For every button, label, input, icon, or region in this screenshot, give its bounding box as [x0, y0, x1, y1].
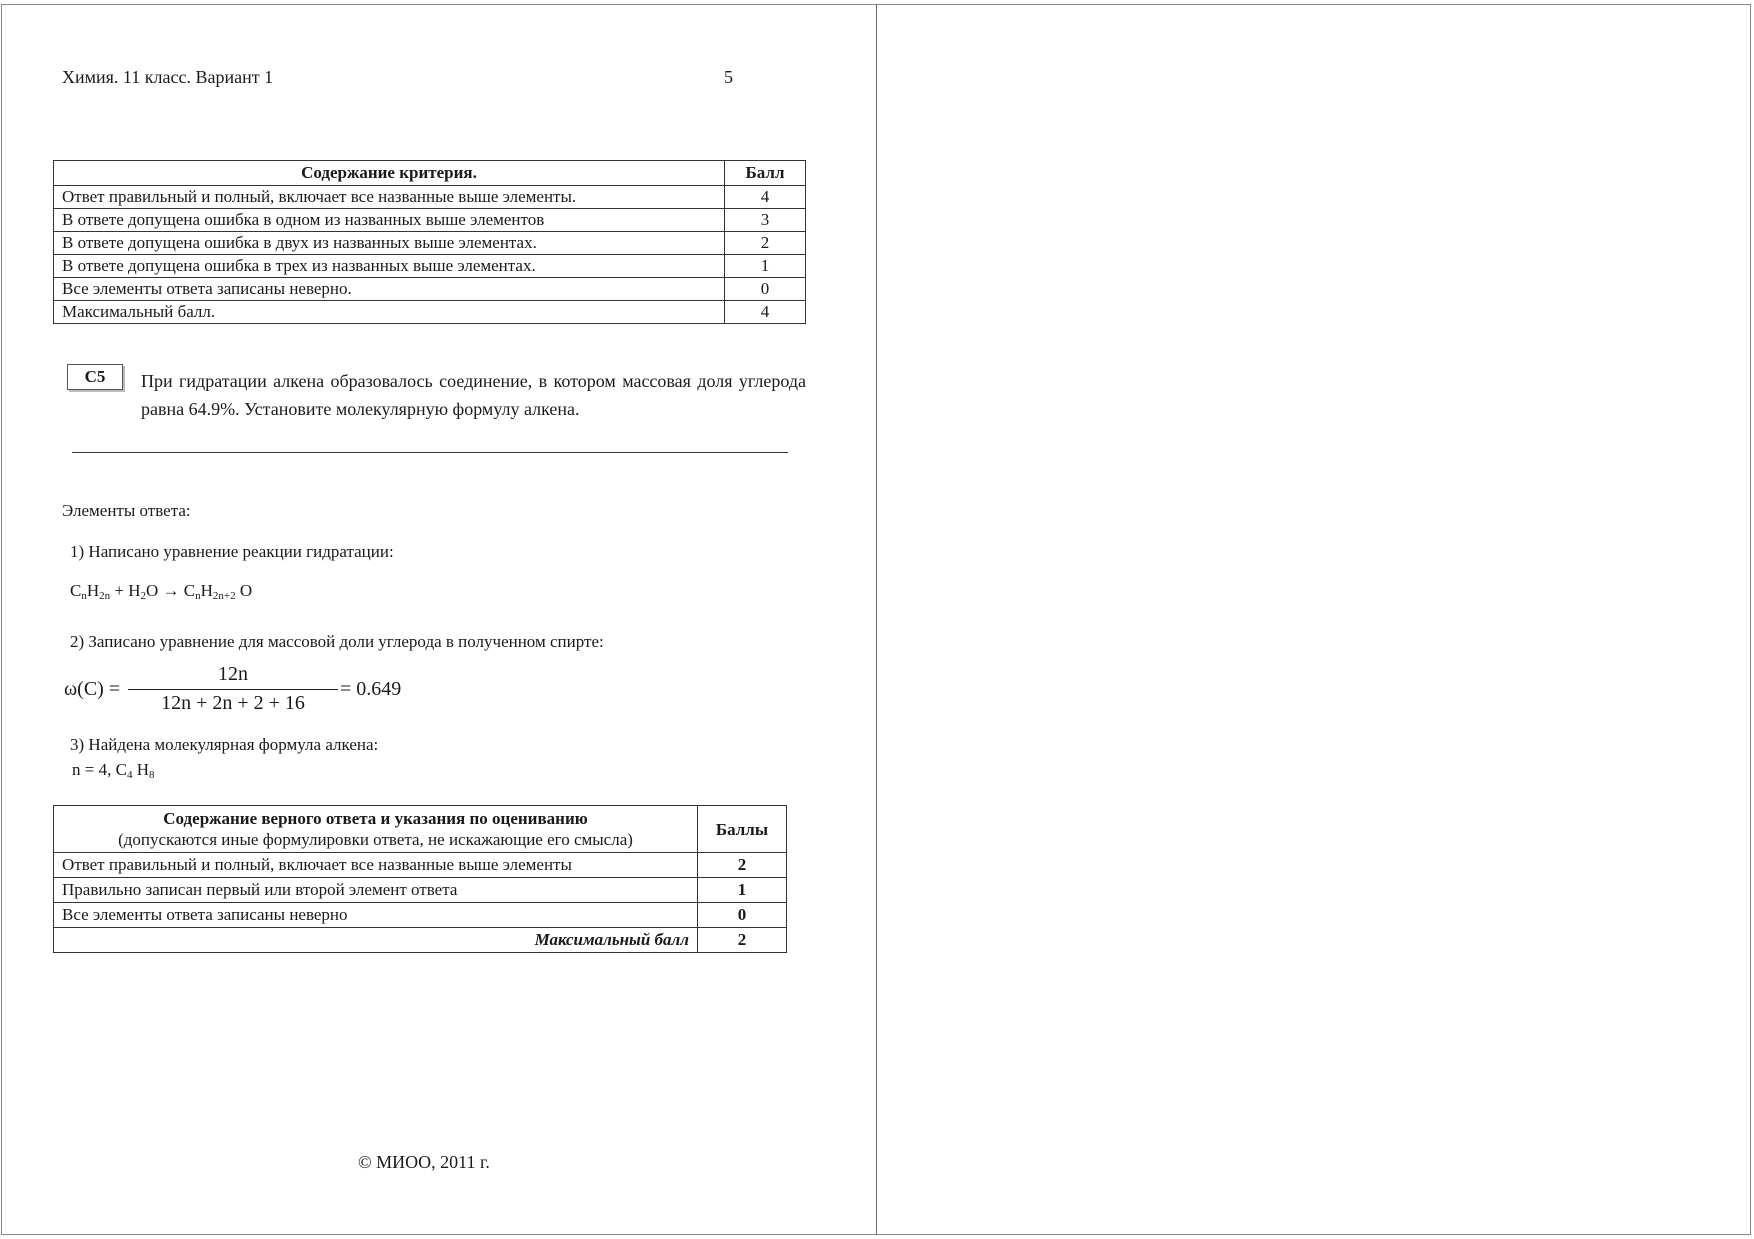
grading-table: [53, 805, 787, 953]
table-row: [54, 853, 787, 878]
grading-text: Ответ правильный и полный, включает все названные выше элементы: [54, 853, 698, 878]
table-row: [54, 278, 806, 301]
table-row: [54, 209, 806, 232]
task-label-badge: С5: [67, 364, 123, 390]
answer-step-1: 1) Написано уравнение реакции гидратации:: [70, 542, 394, 561]
criteria-score: 0: [725, 278, 806, 301]
task-statement: При гидратации алкена образовалось соединение, в котором массовая доля углерода равна 64.9%. Установите молекулярную формулу алкена.: [141, 371, 806, 419]
grading-score: 2: [698, 853, 787, 878]
header-sub: (допускаются иные формулировки ответа, не искажающие его смысла): [118, 830, 633, 849]
criteria-score: 3: [725, 209, 806, 232]
column-header-criteria: Содержание критерия.: [54, 161, 725, 186]
criteria-score: 1: [725, 255, 806, 278]
criteria-score: 4: [725, 301, 806, 324]
answer-line: [72, 452, 788, 453]
max-score-label: Максимальный балл: [54, 928, 698, 953]
criteria-text: В ответе допущена ошибка в двух из названных выше элементах.: [54, 232, 725, 255]
formula-lhs: ω(C) =: [64, 678, 121, 700]
header-main: Содержание верного ответа и указания по оцениванию: [163, 809, 588, 828]
table-row: [54, 878, 787, 903]
formula-numerator: 12n: [218, 663, 248, 685]
criteria-text: В ответе допущена ошибка в трех из названных выше элементах.: [54, 255, 725, 278]
criteria-score: 4: [725, 186, 806, 209]
answer-step-3: 3) Найдена молекулярная формула алкена:: [70, 735, 379, 754]
max-score-value: 2: [698, 928, 787, 953]
column-header-score: Баллы: [698, 806, 787, 853]
reaction-equation: $C_nH_{2n} + H_2O \to C_nH_{2n+2}$ O: [70, 581, 253, 602]
criteria-text: В ответе допущена ошибка в одном из названных выше элементов: [54, 209, 725, 232]
column-header-content: [54, 806, 698, 853]
criteria-text: Максимальный балл.: [54, 301, 725, 324]
criteria-score: 2: [725, 232, 806, 255]
table-row: [54, 186, 806, 209]
grading-text: Все элементы ответа записаны неверно: [54, 903, 698, 928]
criteria-table: [53, 160, 806, 324]
table-header-row: [54, 806, 787, 853]
page-number: 5: [724, 67, 733, 87]
grading-score: 1: [698, 878, 787, 903]
footer-copyright: © МИОО, 2011 г.: [358, 1152, 490, 1172]
criteria-text: Ответ правильный и полный, включает все названные выше элементы.: [54, 186, 725, 209]
grading-text: Правильно записан первый или второй элемент ответа: [54, 878, 698, 903]
document-page: [0, 0, 876, 1239]
table-row: [54, 928, 787, 953]
formula-denominator: 12n + 2n + 2 + 16: [161, 692, 305, 714]
table-header-row: [54, 161, 806, 186]
column-header-score: Балл: [725, 161, 806, 186]
formula-fraction: [128, 663, 338, 715]
answer-heading: Элементы ответа:: [62, 501, 191, 520]
formula-rhs: = 0.649: [340, 678, 402, 700]
table-row: [54, 301, 806, 324]
table-row: [54, 903, 787, 928]
grading-score: 0: [698, 903, 787, 928]
table-row: [54, 255, 806, 278]
table-row: [54, 232, 806, 255]
criteria-text: Все элементы ответа записаны неверно.: [54, 278, 725, 301]
page-divider: [876, 4, 877, 1235]
answer-step-2: 2) Записано уравнение для массовой доли углерода в полученном спирте:: [70, 632, 604, 651]
page-header-title: Химия. 11 класс. Вариант 1: [62, 67, 274, 87]
molecular-formula-result: n = 4, $C_4$ $H_8$: [72, 760, 155, 781]
